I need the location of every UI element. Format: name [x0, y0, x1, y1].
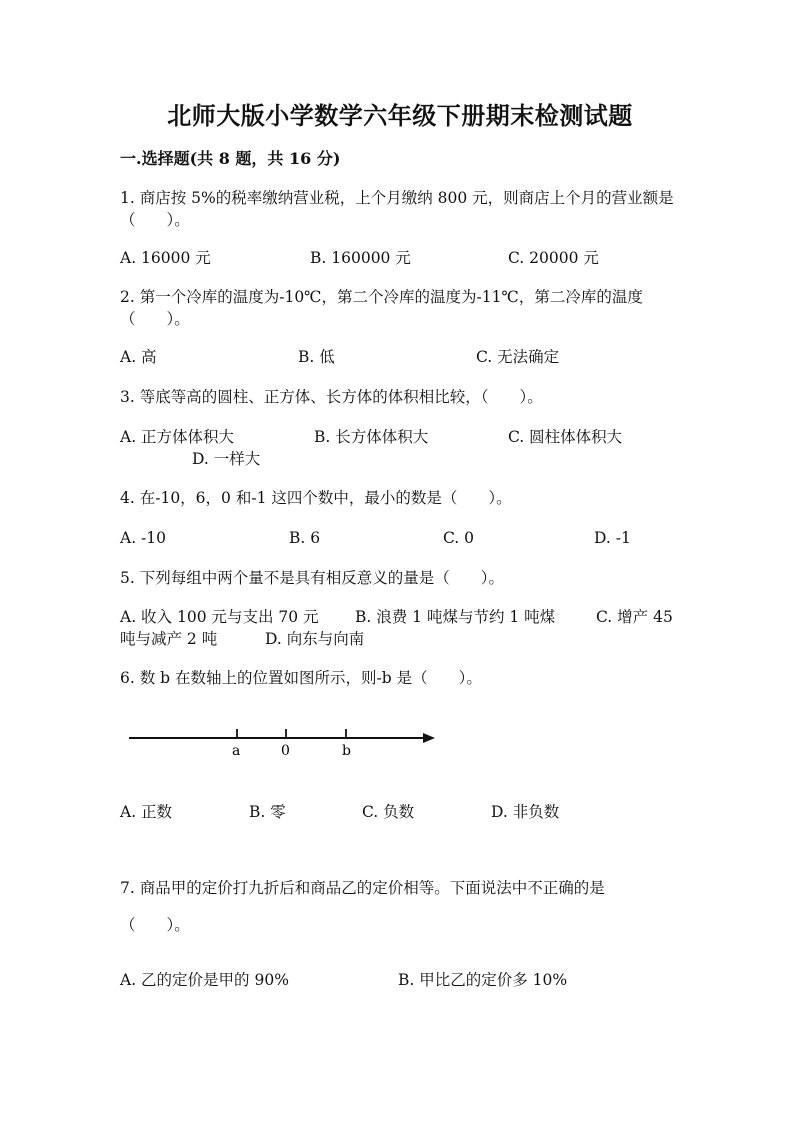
question-2: 2. 第一个冷库的温度为-10℃，第二个冷库的温度为-11℃，第二冷库的温度（ ）。: [120, 288, 643, 328]
question-7-continued: （ ）。: [120, 916, 190, 934]
section-heading: 一.选择题(共 8 题，共 16 分): [120, 149, 341, 168]
q4-option-c: C. 0: [443, 529, 475, 547]
q6-option-d: D. 非负数: [491, 803, 560, 821]
q3-option-a: A. 正方体体积大: [120, 428, 235, 446]
question-5: 5. 下列每组中两个量不是具有相反意义的量是（ ）。: [120, 569, 504, 587]
q3-option-c: C. 圆柱体体积大: [508, 428, 623, 446]
question-3: 3. 等底等高的圆柱、正方体、长方体的体积相比较，（ ）。: [120, 388, 543, 406]
q3-option-d: D. 一样大: [192, 450, 261, 468]
q5-option-b: B. 浪费 1 吨煤与节约 1 吨煤: [355, 608, 556, 626]
q5-option-c-continued: 吨与减产 2 吨: [120, 630, 218, 648]
q7-option-b: B. 甲比乙的定价多 10%: [398, 971, 568, 989]
number-line-figure: [125, 723, 445, 763]
q4-option-b: B. 6: [289, 529, 321, 547]
q6-option-c: C. 负数: [362, 803, 415, 821]
q4-option-a: A. -10: [120, 529, 167, 547]
q2-option-a: A. 高: [120, 348, 157, 366]
label-a: a: [232, 743, 241, 759]
q5-option-c: C. 增产 45: [596, 608, 673, 626]
q5-option-d: D. 向东与向南: [265, 630, 365, 648]
q7-option-a: A. 乙的定价是甲的 90%: [120, 971, 289, 989]
question-1: 1. 商店按 5%的税率缴纳营业税，上个月缴纳 800 元，则商店上个月的营业额是（ ）。: [120, 189, 674, 229]
label-zero: 0: [281, 743, 290, 759]
question-7: 7. 商品甲的定价打九折后和商品乙的定价相等。下面说法中不正确的是: [120, 879, 605, 897]
question-6: 6. 数 b 在数轴上的位置如图所示，则-b 是（ ）。: [120, 669, 482, 687]
question-4: 4. 在-10，6，0 和-1 这四个数中，最小的数是（ ）。: [120, 489, 512, 507]
q1-option-c: C. 20000 元: [508, 249, 599, 267]
q4-option-d: D. -1: [594, 529, 631, 547]
q2-option-b: B. 低: [298, 348, 335, 366]
page-title: 北师大版小学数学六年级下册期末检测试题: [167, 101, 633, 130]
q2-option-c: C. 无法确定: [476, 348, 560, 366]
q6-option-a: A. 正数: [120, 803, 173, 821]
q3-option-b: B. 长方体体积大: [314, 428, 429, 446]
q6-option-b: B. 零: [249, 803, 286, 821]
number-line-arrow: [423, 733, 435, 743]
label-b: b: [342, 743, 351, 759]
q5-option-a: A. 收入 100 元与支出 70 元: [120, 608, 319, 626]
q1-option-a: A. 16000 元: [120, 249, 211, 267]
q1-option-b: B. 160000 元: [310, 249, 411, 267]
